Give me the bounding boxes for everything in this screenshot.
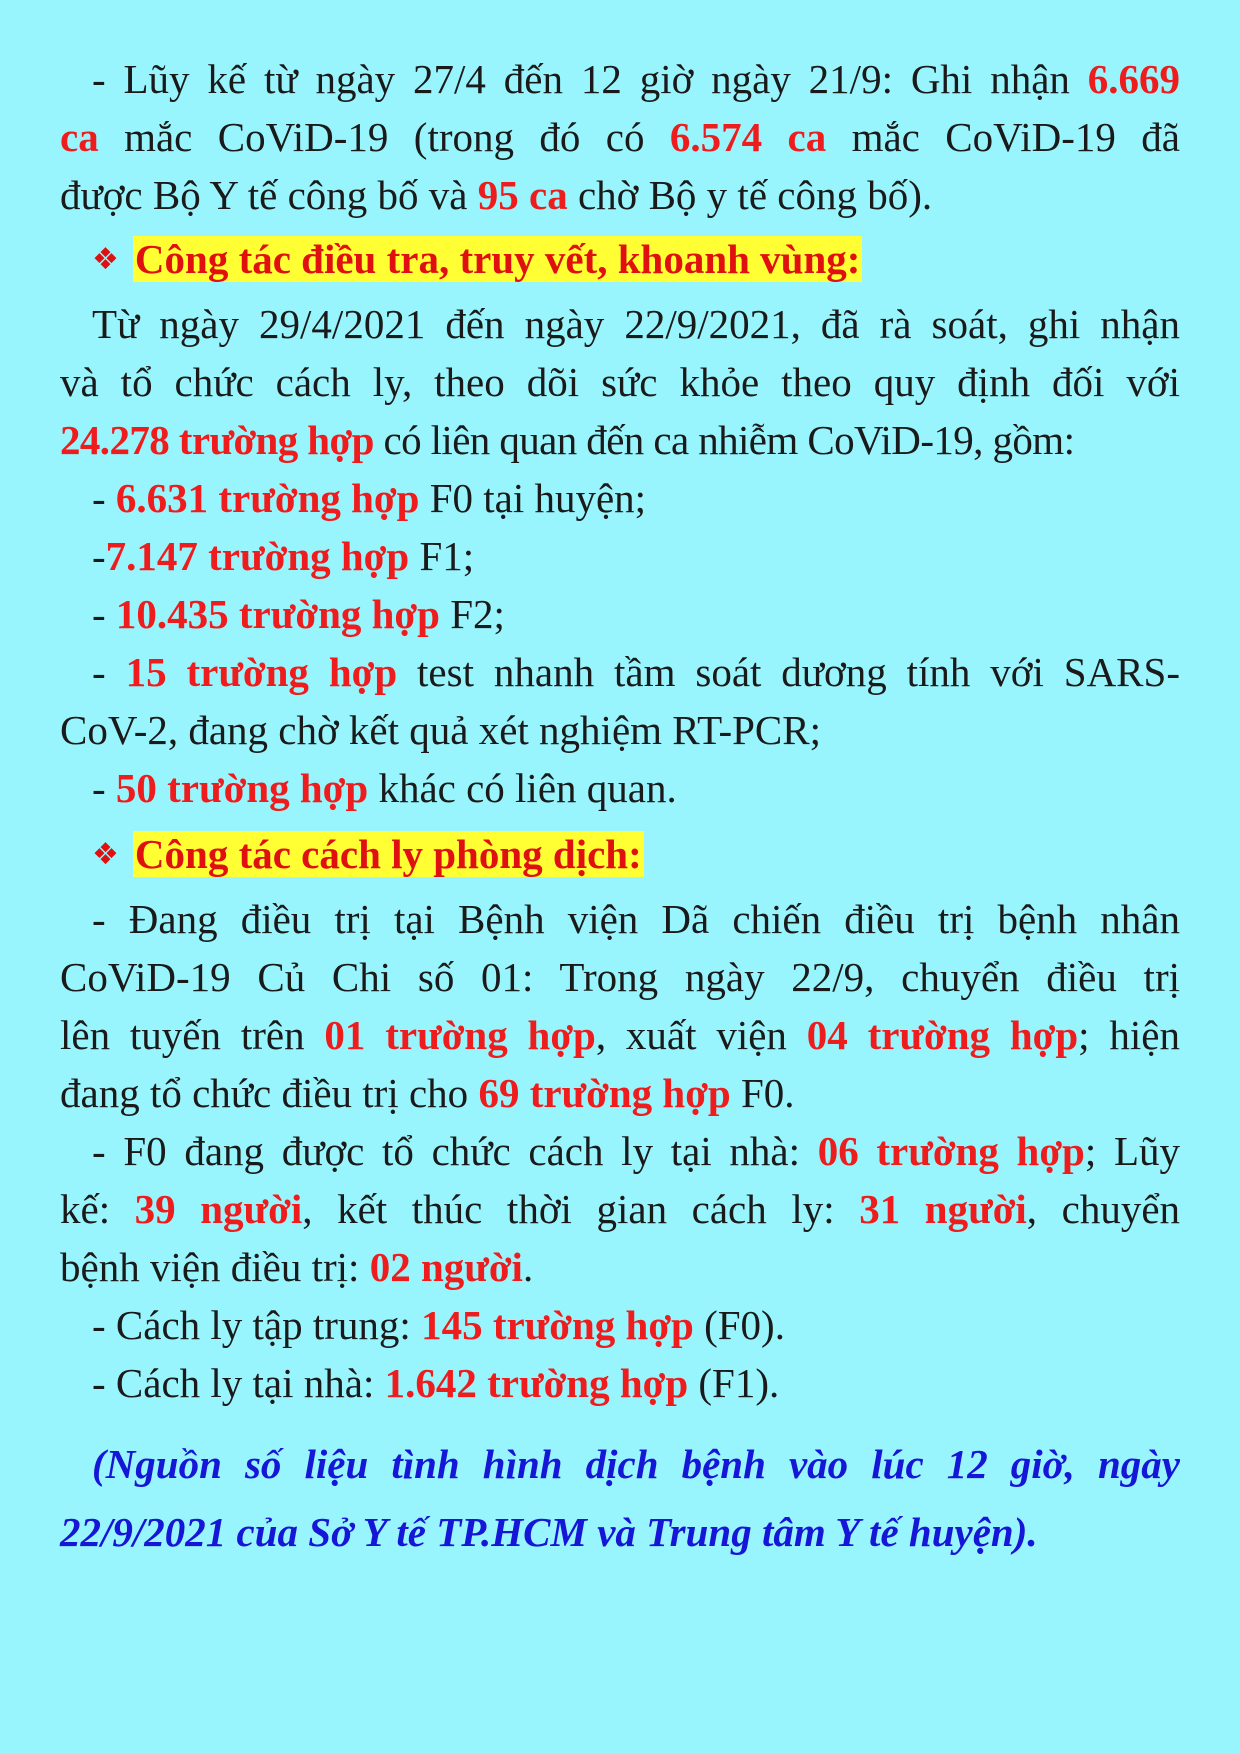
section-heading-text: Công tác điều tra, truy vết, khoanh vùng:	[134, 236, 861, 282]
section-heading-investigation	[92, 230, 1180, 293]
text-run: test nhanh tầm soát dương tính với SARS-	[397, 649, 1180, 695]
section-heading-quarantine	[92, 825, 1180, 888]
text-line	[60, 1296, 1180, 1354]
diamond-ornament-icon: ❖	[92, 837, 119, 872]
text-run: -	[92, 591, 116, 637]
highlight-number: 6.669	[1087, 56, 1180, 102]
text-run: bệnh viện điều trị:	[60, 1244, 370, 1290]
highlight-number: 01 trường hợp	[324, 1012, 596, 1058]
highlight-number: 1.642 trường hợp	[384, 1360, 689, 1406]
highlight-number: 95 ca	[477, 172, 568, 218]
text-run: -	[92, 765, 116, 811]
highlight-number: 02 người	[369, 1244, 523, 1290]
case-breakdown-list	[60, 469, 1180, 817]
text-run: - Cách ly tập trung:	[92, 1302, 422, 1348]
highlight-number: 6.631 trường hợp	[115, 475, 420, 521]
tracing-summary-paragraph	[60, 295, 1180, 469]
text-run: .	[522, 1244, 534, 1290]
text-line: CoV-2, đang chờ kết quả xét nghiệm RT-PCR;	[60, 707, 821, 753]
highlight-number: 04 trường hợp	[806, 1012, 1079, 1058]
text-run: đang tổ chức điều trị cho	[60, 1070, 479, 1116]
text-run: ; Lũy	[1084, 1128, 1180, 1174]
highlight-number: 69 trường hợp	[478, 1070, 731, 1116]
text-line: (Nguồn số liệu tình hình dịch bệnh vào lúc 12 giờ, ngày	[92, 1441, 1180, 1487]
text-run: có liên quan đến ca nhiễm CoViD-19, gồm:	[373, 417, 1075, 463]
text-line	[60, 1064, 1180, 1122]
text-line: và tổ chức cách ly, theo dõi sức khỏe theo quy định đối với	[60, 359, 1180, 405]
home-quarantine-paragraph	[60, 1354, 1180, 1412]
list-item	[60, 759, 1180, 817]
text-line: - Đang điều trị tại Bệnh viện Dã chiến điều trị bệnh nhân	[92, 896, 1180, 942]
text-line	[60, 1180, 1180, 1238]
list-item	[60, 469, 1180, 527]
text-run: lên tuyến trên	[60, 1012, 325, 1058]
highlight-number: 10.435 trường hợp	[115, 591, 440, 637]
highlight-number: 145 trường hợp	[421, 1302, 694, 1348]
text-run: F2;	[439, 591, 505, 637]
highlight-number: 39 người	[134, 1186, 303, 1232]
home-isolation-f0-paragraph	[60, 1122, 1180, 1296]
list-item	[60, 585, 1180, 643]
text-run: -	[92, 533, 106, 579]
text-line	[60, 411, 1180, 469]
highlight-number: 06 trường hợp	[817, 1128, 1085, 1174]
text-run: -	[92, 475, 116, 521]
text-line	[60, 50, 1180, 108]
text-run: F0.	[730, 1070, 795, 1116]
text-line	[60, 1354, 1180, 1412]
text-run: (F1).	[688, 1360, 780, 1406]
text-run: - Cách ly tại nhà:	[92, 1360, 385, 1406]
text-run: , xuất viện	[595, 1012, 807, 1058]
text-run: chờ Bộ y tế công bố).	[567, 172, 933, 218]
list-item	[60, 643, 1180, 701]
text-line	[60, 1006, 1180, 1064]
text-run: , kết thúc thời gian cách ly:	[302, 1186, 860, 1232]
text-run: ; hiện	[1078, 1012, 1180, 1058]
text-run: -	[92, 649, 126, 695]
highlight-number: ca	[60, 114, 99, 160]
text-line: 22/9/2021 của Sở Y tế TP.HCM và Trung tâm Y tế huyện).	[60, 1509, 1038, 1555]
highlight-number: 24.278 trường hợp	[60, 417, 374, 463]
diamond-ornament-icon: ❖	[92, 242, 119, 277]
highlight-number: 50 trường hợp	[115, 765, 369, 811]
text-run: mắc CoViD-19 đã	[826, 114, 1180, 160]
highlight-number: 6.574 ca	[669, 114, 827, 160]
text-run: F1;	[409, 533, 475, 579]
text-run: kế:	[60, 1186, 135, 1232]
text-run: khác có liên quan.	[368, 765, 677, 811]
highlight-number: 7.147 trường hợp	[105, 533, 410, 579]
text-run: được Bộ Y tế công bố và	[60, 172, 478, 218]
cumulative-cases-paragraph	[60, 50, 1180, 224]
text-run: - F0 đang được tổ chức cách ly tại nhà:	[92, 1128, 818, 1174]
hospital-treatment-paragraph	[60, 890, 1180, 1122]
text-line	[60, 1122, 1180, 1180]
centralized-quarantine-paragraph	[60, 1296, 1180, 1354]
text-run: , chuyển	[1026, 1186, 1181, 1232]
text-line	[60, 1238, 1180, 1296]
text-line	[60, 166, 1180, 224]
text-run: - Lũy kế từ ngày 27/4 đến 12 giờ ngày 21/9: Ghi nhận	[92, 56, 1088, 102]
text-line: CoViD-19 Củ Chi số 01: Trong ngày 22/9, chuyển điều trị	[60, 954, 1180, 1000]
text-run: F0 tại huyện;	[419, 475, 647, 521]
text-line: Từ ngày 29/4/2021 đến ngày 22/9/2021, đã rà soát, ghi nhận	[92, 301, 1180, 347]
text-run: (F0).	[693, 1302, 785, 1348]
text-line	[60, 108, 1180, 166]
text-run: mắc CoViD-19 (trong đó có	[98, 114, 670, 160]
list-item	[60, 527, 1180, 585]
section-heading-text: Công tác cách ly phòng dịch:	[134, 831, 642, 877]
highlight-number: 31 người	[859, 1186, 1027, 1232]
highlight-number: 15 trường hợp	[125, 649, 398, 695]
source-note	[60, 1430, 1180, 1566]
